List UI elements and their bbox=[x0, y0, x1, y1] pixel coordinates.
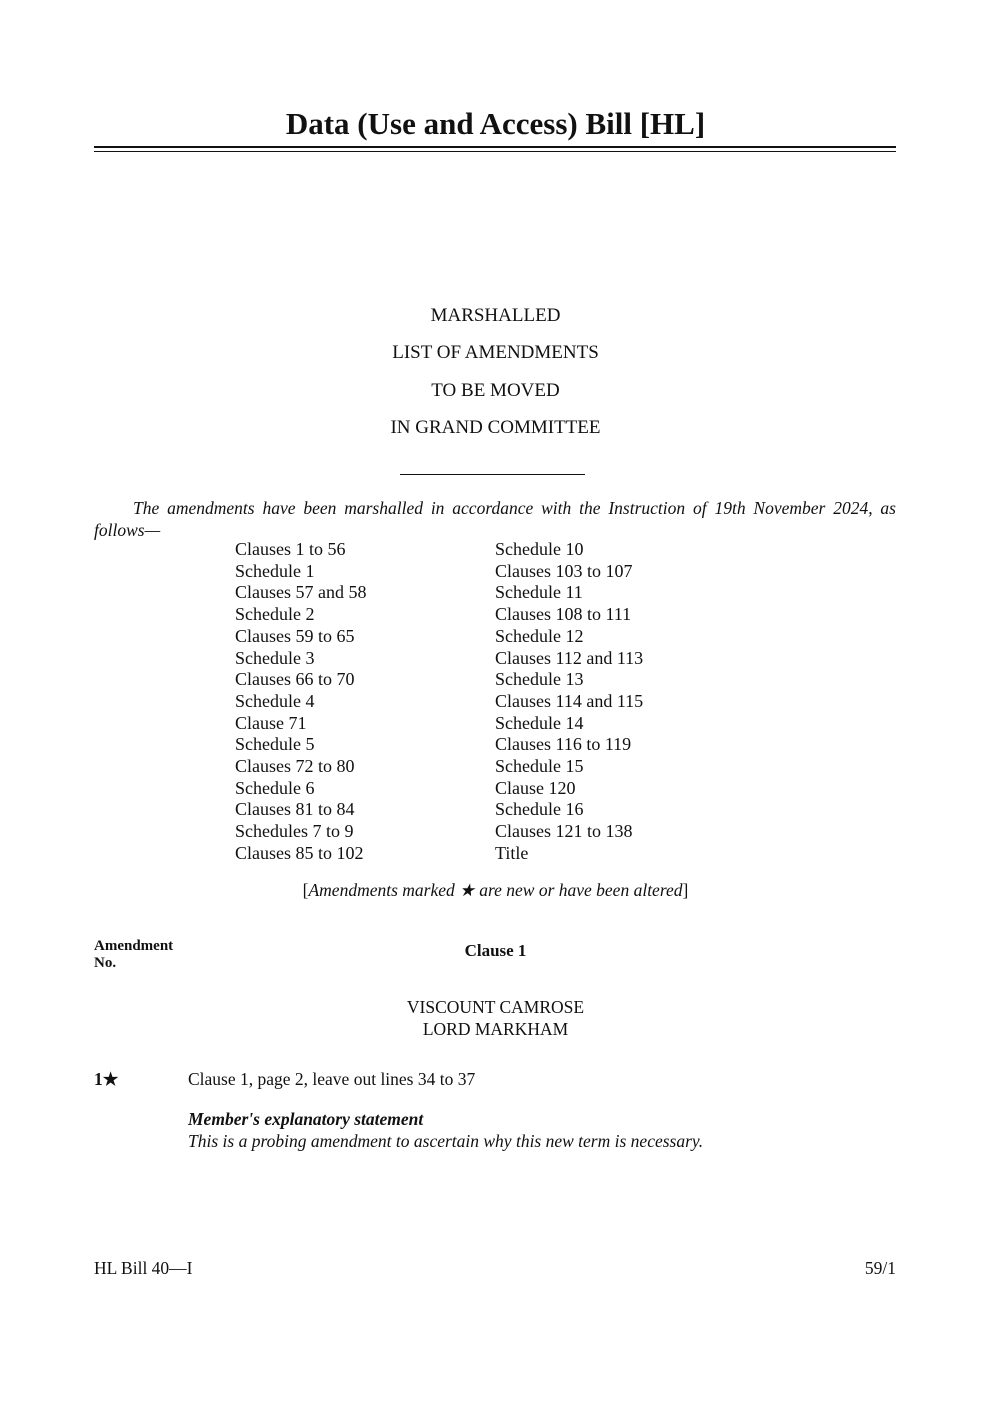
order-item: Schedule 2 bbox=[235, 604, 315, 625]
title-rule-thin bbox=[94, 151, 896, 152]
explanatory-text: This is a probing amendment to ascertain why this new term is necessary. bbox=[188, 1131, 704, 1151]
member-name: LORD MARKHAM bbox=[422, 1019, 569, 1039]
order-item: Schedule 13 bbox=[495, 669, 584, 690]
altered-note bbox=[0, 880, 991, 901]
amendment-number: 1★ bbox=[94, 1069, 119, 1089]
heading-line: TO BE MOVED bbox=[431, 380, 560, 401]
order-item: Schedule 4 bbox=[235, 690, 315, 711]
note-text: Amendments marked ★ are new or have been altered bbox=[308, 880, 683, 900]
order-item: Clauses 121 to 138 bbox=[495, 821, 633, 842]
order-item: Clauses 59 to 65 bbox=[235, 625, 355, 646]
order-item: Clauses 85 to 102 bbox=[235, 842, 364, 863]
order-item: Clauses 116 to 119 bbox=[495, 734, 632, 755]
order-item: Schedule 11 bbox=[495, 582, 583, 603]
order-item: Schedule 12 bbox=[495, 625, 584, 646]
heading-line: MARSHALLED bbox=[430, 305, 561, 326]
order-item: Clauses 1 to 56 bbox=[235, 539, 346, 559]
order-item: Schedules 7 to 9 bbox=[235, 821, 354, 842]
order-item: Clauses 108 to 111 bbox=[495, 604, 632, 625]
clause-heading: Clause 1 bbox=[464, 941, 527, 960]
bracket: ] bbox=[682, 880, 689, 900]
order-item: Schedule 6 bbox=[235, 777, 315, 798]
order-item: Clauses 81 to 84 bbox=[235, 799, 355, 820]
order-item: Clauses 72 to 80 bbox=[235, 756, 355, 777]
title-rule bbox=[94, 146, 896, 148]
bill-reference: HL Bill 40—I bbox=[94, 1258, 193, 1278]
heading-line: LIST OF AMENDMENTS bbox=[392, 342, 599, 363]
order-item: Clause 120 bbox=[495, 777, 576, 798]
order-item: Schedule 14 bbox=[495, 712, 584, 733]
order-item: Schedule 16 bbox=[495, 799, 584, 820]
order-list-right bbox=[495, 539, 643, 865]
intro-text: The amendments have been marshalled in accordance with the Instruction of 19th November 2024, as follows— bbox=[94, 498, 896, 540]
order-item: Clauses 66 to 70 bbox=[235, 669, 355, 690]
page-reference: 59/1 bbox=[864, 1258, 896, 1278]
order-item: Clause 71 bbox=[235, 712, 307, 733]
bracket: [ bbox=[302, 880, 309, 900]
label-line: No. bbox=[94, 955, 117, 971]
order-item: Schedule 15 bbox=[495, 756, 584, 777]
order-item: Clauses 103 to 107 bbox=[495, 560, 633, 581]
order-item: Clauses 57 and 58 bbox=[235, 582, 367, 603]
order-item: Schedule 3 bbox=[235, 647, 315, 668]
label-line: Amendment bbox=[94, 938, 174, 954]
order-item: Schedule 10 bbox=[495, 539, 584, 559]
amendment-text: Clause 1, page 2, leave out lines 34 to 37 bbox=[188, 1069, 476, 1089]
order-item: Schedule 1 bbox=[235, 560, 315, 581]
member-name: VISCOUNT CAMROSE bbox=[406, 997, 585, 1017]
divider bbox=[400, 474, 585, 475]
explanatory-heading: Member's explanatory statement bbox=[188, 1109, 424, 1129]
bill-title: Data (Use and Access) Bill [HL] bbox=[285, 106, 706, 141]
heading-line: IN GRAND COMMITTEE bbox=[390, 417, 601, 438]
order-item: Clauses 114 and 115 bbox=[495, 690, 644, 711]
order-list-left bbox=[235, 539, 366, 865]
order-item: Title bbox=[495, 842, 529, 863]
order-item: Clauses 112 and 113 bbox=[495, 647, 644, 668]
order-item: Schedule 5 bbox=[235, 734, 315, 755]
